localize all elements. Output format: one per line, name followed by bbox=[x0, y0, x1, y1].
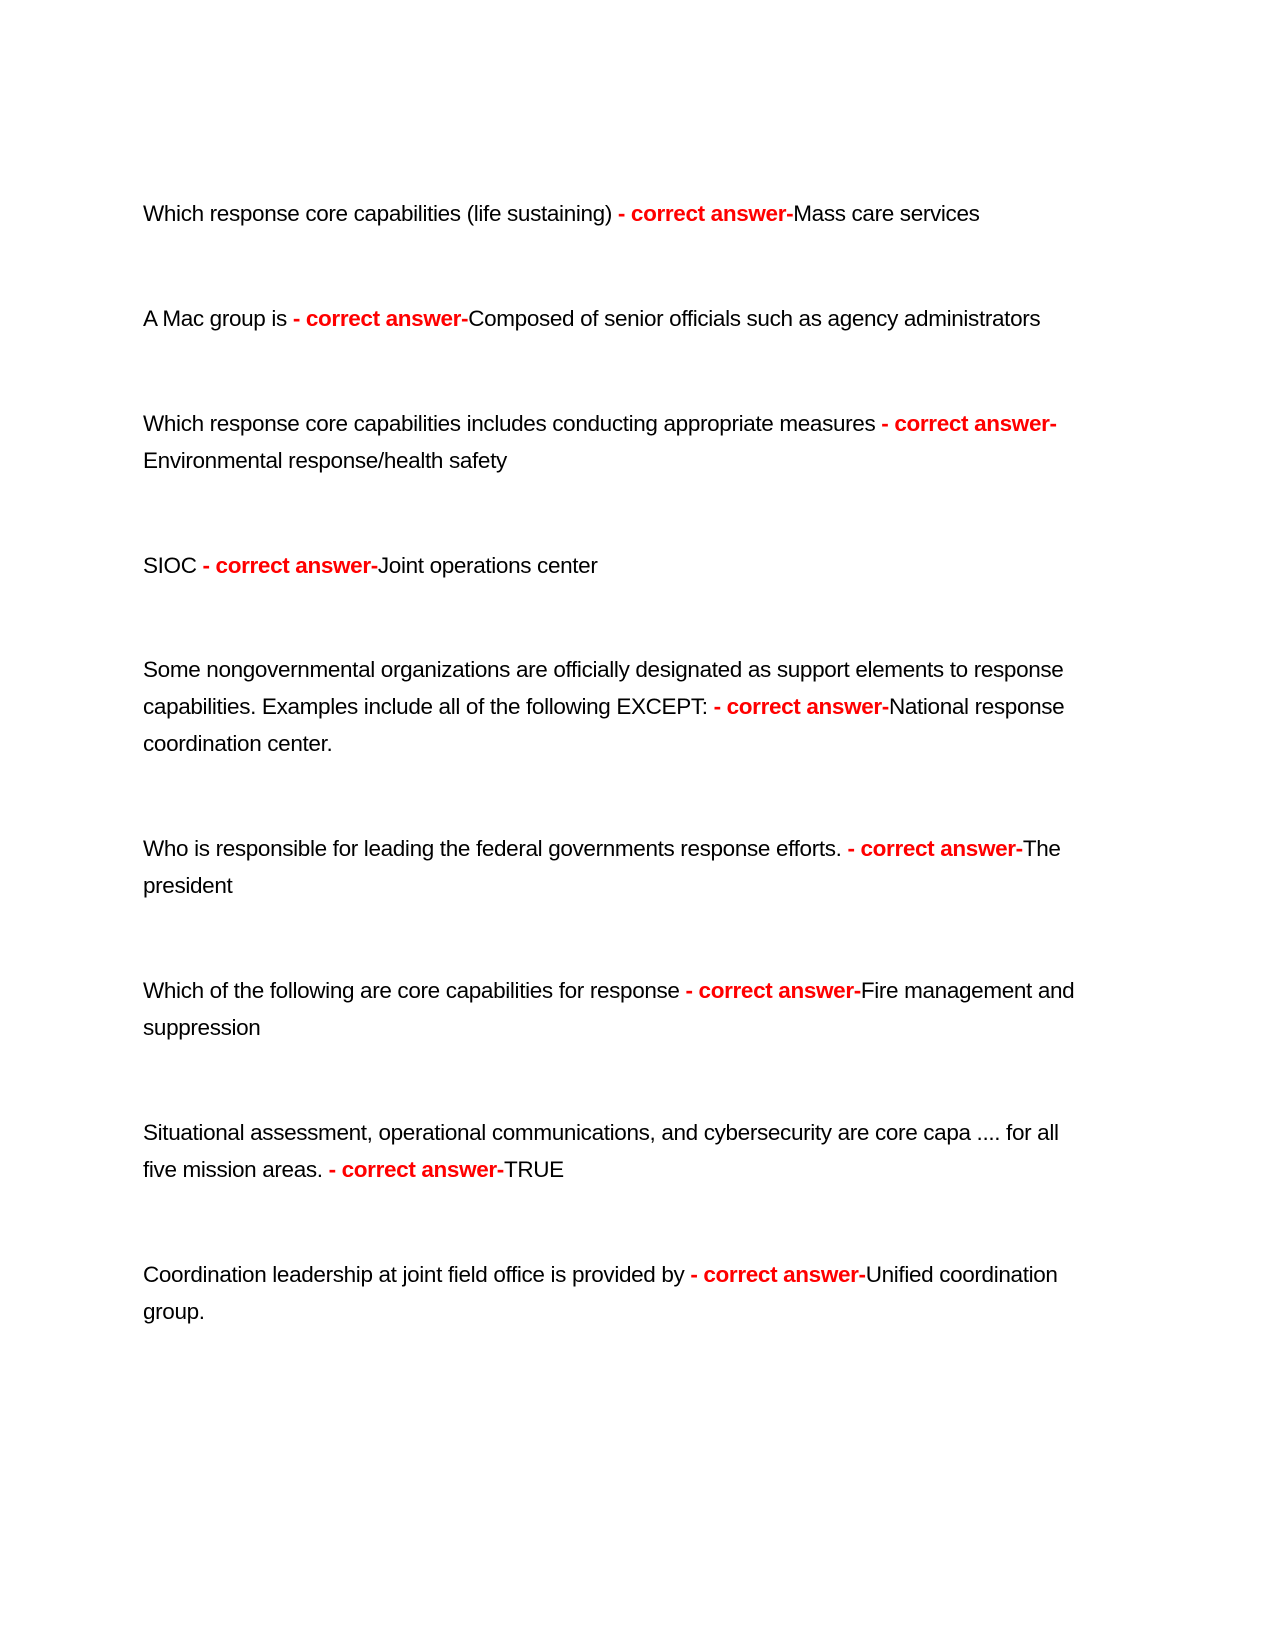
correct-answer-label: - correct answer- bbox=[202, 553, 378, 578]
answer-text: Joint operations center bbox=[377, 553, 598, 578]
answer-text: The president bbox=[143, 836, 1061, 898]
question-text: Which of the following are core capabilities for response bbox=[143, 978, 686, 1003]
question-text: Which response core capabilities includes conducting appropriate measures bbox=[143, 411, 882, 436]
question-text: Who is responsible for leading the federal governments response efforts. bbox=[143, 836, 848, 861]
answer-text: Mass care services bbox=[793, 201, 980, 226]
document-body bbox=[143, 195, 1078, 1398]
correct-answer-label: - correct answer- bbox=[690, 1262, 866, 1287]
answer-text: Unified coordination group. bbox=[143, 1262, 1058, 1324]
answer-text: TRUE bbox=[503, 1157, 564, 1182]
qa-item bbox=[143, 300, 1078, 337]
correct-answer-label: - correct answer- bbox=[617, 201, 794, 226]
answer-text: National response coordination center. bbox=[143, 694, 1065, 756]
qa-item bbox=[143, 830, 1078, 904]
qa-item bbox=[143, 972, 1078, 1046]
correct-answer-label: - correct answer- bbox=[713, 694, 889, 719]
answer-text: Environmental response/health safety bbox=[143, 448, 507, 473]
qa-item bbox=[143, 1256, 1078, 1330]
question-text: Which response core capabilities (life sustaining) bbox=[143, 201, 618, 226]
question-text: Situational assessment, operational communications, and cybersecurity are core capa .... for all five mission areas. bbox=[143, 1120, 1059, 1182]
question-text: SIOC bbox=[143, 553, 203, 578]
question-text: A Mac group is bbox=[143, 306, 293, 331]
correct-answer-label: - correct answer- bbox=[685, 978, 861, 1003]
question-text: Coordination leadership at joint field office is provided by bbox=[143, 1262, 691, 1287]
correct-answer-label: - correct answer- bbox=[292, 306, 469, 331]
correct-answer-label: - correct answer- bbox=[881, 411, 1057, 436]
answer-text: Composed of senior officials such as agency administrators bbox=[468, 306, 1041, 331]
question-text: Some nongovernmental organizations are officially designated as support elements to response capabilities. Examples include all of the following EXCEPT: bbox=[143, 657, 1064, 719]
correct-answer-label: - correct answer- bbox=[328, 1157, 504, 1182]
qa-item bbox=[143, 651, 1078, 762]
qa-item bbox=[143, 405, 1078, 479]
qa-item bbox=[143, 195, 1078, 232]
correct-answer-label: - correct answer- bbox=[847, 836, 1023, 861]
qa-item bbox=[143, 1114, 1078, 1188]
answer-text: Fire management and suppression bbox=[143, 978, 1075, 1040]
qa-item bbox=[143, 547, 1078, 584]
